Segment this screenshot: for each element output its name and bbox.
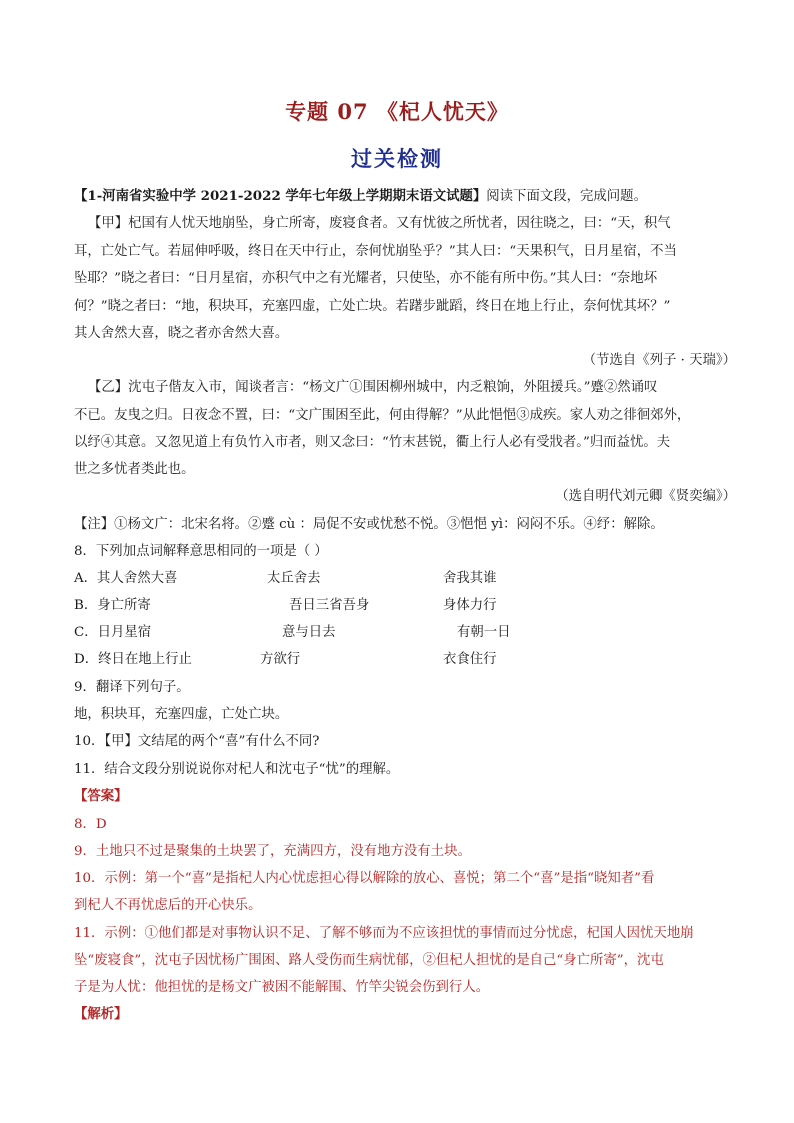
question-source [74,190,734,203]
q8-option-a-1: A．其人舍然大喜 [74,571,178,586]
passage-jia-line: 其人舍然大喜，晓之者亦舍然大喜。 [74,326,289,341]
q8-option-b-2: 吾日三省吾身 [289,598,370,613]
q8-option-a-3: 舍我其谁 [443,571,497,586]
passage-jia-source: （节选自《列子 · 天瑞》） [582,353,736,368]
passage-jia-line: 耳，亡处亡气。若屈伸呼吸，终日在天中行止，奈何忧崩坠乎？”其人曰：“天果积气，日月星宿，不当 [74,244,677,259]
passage-yi-line: 【乙】沈屯子偕友入市，闻谈者言：“杨文广①围困柳州城中，内乏粮饷，外阻援兵。”蹙②然诵叹 [88,380,658,395]
question-9-sentence: 地，积块耳，充塞四虚，亡处亡块。 [74,707,289,722]
analysis-label: 【解析】 [74,1006,128,1022]
question-10-stem: 10．【甲】文结尾的两个“喜”有什么不同? [74,734,320,749]
answer-10-line: 10．示例：第一个“喜”是指杞人内心忧虑担心得以解除的放心、喜悦；第二个“喜”是指“晓知者”看 [74,871,655,886]
q8-option-b-1: B．身亡所寄 [74,598,151,613]
question-8-stem: 8．下列加点词解释意思相同的一项是（ ） [74,544,328,559]
q8-option-d-1: D．终日在地上行止 [74,652,192,667]
question-11-stem: 11．结合文段分别说说你对杞人和沈屯子“忧”的理解。 [74,762,400,777]
q8-option-a-2: 太丘舍去 [267,571,321,586]
page-title: 专题 07 《杞人忧天》 [285,99,509,124]
q8-option-d-3: 衣食住行 [443,652,497,667]
source-instruction: 阅读下面文段，完成问题。 [486,189,647,204]
passage-yi-line: 以纾④其意。又忽见道上有负竹入市者，则又念曰：“竹末甚锐，衢上行人必有受戕者。”归而益忧。夫 [74,435,671,450]
passage-jia-line: 何？”晓之者曰：“地，积块耳，充塞四虚，亡处亡块。若躇步跐蹈，终日在地上行止，奈何忧其坏？” [74,299,671,314]
source-tag: 【1-河南省实验中学 2021-2022 学年七年级上学期期末语文试题】 [74,188,487,204]
q8-option-b-3: 身体力行 [443,598,497,613]
q8-option-d-2: 方欲行 [260,652,301,667]
question-9-stem: 9．翻译下列句子。 [74,680,190,695]
answer-10-line: 到杞人不再忧虑后的开心快乐。 [74,898,262,913]
passage-yi-source: （选自明代刘元卿《贤奕编》） [555,489,736,504]
answer-11-line: 子是为人忧：他担忧的是杨文广被困不能解围、竹竿尖锐会伤到行人。 [74,980,490,995]
passage-jia-line: 【甲】杞国有人忧天地崩坠，身亡所寄，废寝食者。又有忧彼之所忧者，因往晓之，曰：“天，积气 [88,216,671,231]
passage-yi-line: 世之多忧者类此也。 [74,462,195,477]
passage-yi-line: 不已。友曳之归。日夜念不置，曰：“文广围困至此，何由得解？”从此悒悒③成疾。家人劝之徘徊郊外， [74,408,691,423]
answer-11-line: 11．示例：①他们都是对事物认识不足、了解不够而为不应该担忧的事情而过分忧虑，杞国人因忧天地崩 [74,926,694,941]
annotation-note: 【注】①杨文广：北宋名将。②蹙 cù ：局促不安或忧愁不悦。③悒悒 yì：闷闷不乐。④纾：解除。 [74,517,664,532]
page-subtitle: 过关检测 [351,146,443,171]
answer-8: 8．D [74,817,107,832]
q8-option-c-2: 意与日去 [282,625,336,640]
answer-11-line: 坠“废寝食”，沈屯子因忧杨广围困、路人受伤而生病忧郁，②但杞人担忧的是自己“身亡所寄”，沈屯 [74,953,664,968]
q8-option-c-1: C．日月星宿 [74,625,152,640]
passage-jia-line: 坠耶？”晓之者曰：“日月星宿，亦积气中之有光耀者，只使坠，亦不能有所中伤。”其人曰：“奈地坏 [74,271,658,286]
q8-option-c-3: 有朝一日 [457,625,511,640]
answer-label: 【答案】 [74,788,128,804]
answer-9: 9．土地只不过是聚集的土块罢了，充满四方，没有地方没有土块。 [74,844,471,859]
